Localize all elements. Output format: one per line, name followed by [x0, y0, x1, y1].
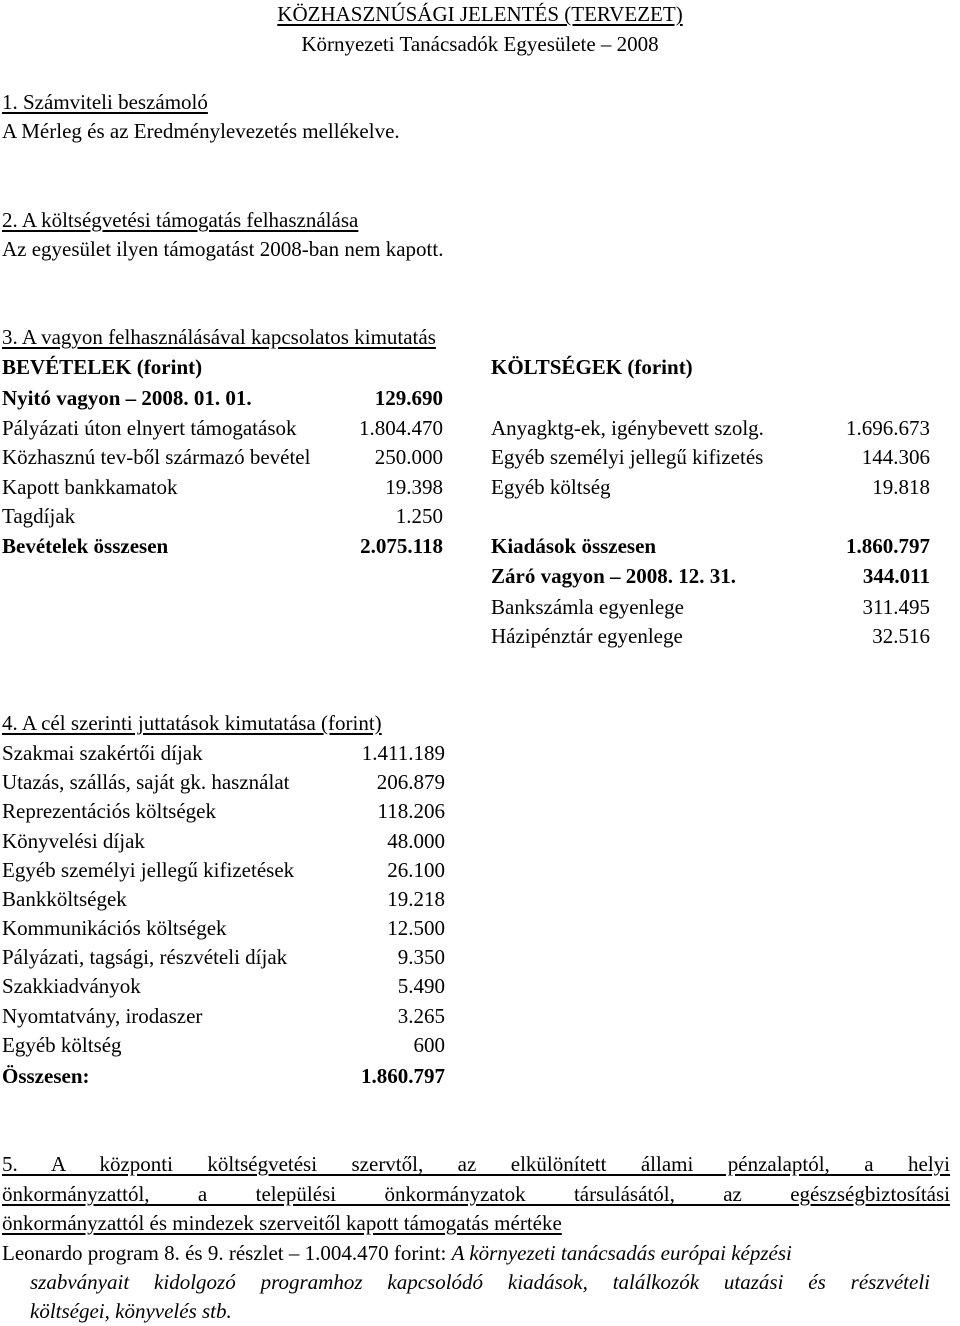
expense-row-label: Anyagktg-ek, igénybevett szolg.: [491, 416, 764, 440]
benefit-row-label: Egyéb személyi jellegű kifizetések: [2, 858, 295, 882]
benefit-row-label: Szakkiadványok: [2, 974, 141, 998]
expense-row-value: 1.696.673: [846, 416, 930, 440]
expense-header: KÖLTSÉGEK (forint): [491, 355, 693, 379]
section2-text: Az egyesület ilyen támogatást 2008-ban nem kapott.: [2, 237, 444, 261]
income-row-label: Közhasznú tev-ből származó bevétel: [2, 445, 311, 469]
program-text: Leonardo program 8. és 9. részlet – 1.004.470 forint:: [2, 1241, 452, 1265]
section4-heading: 4. A cél szerinti juttatások kimutatása (forint): [2, 711, 382, 735]
program-description-line2: szabványait kidolgozó programhoz kapcsolódó kiadások, találkozók utazási és részvételi: [30, 1270, 930, 1294]
benefit-row-value: 206.879: [376, 770, 445, 794]
benefit-row-label: Kommunikációs költségek: [2, 916, 227, 940]
section1-heading: 1. Számviteli beszámoló: [2, 90, 208, 114]
income-total-label: Bevételek összesen: [2, 534, 169, 558]
benefit-row-label: Szakmai szakértői díjak: [2, 741, 203, 765]
benefit-row-value: 1.411.189: [361, 741, 445, 765]
income-header: BEVÉTELEK (forint): [2, 355, 203, 379]
income-row-label: Kapott bankkamatok: [2, 475, 178, 499]
balance-row-value: 311.495: [862, 595, 930, 619]
income-row-value: 1.250: [395, 504, 443, 528]
program-description: A környezeti tanácsadás európai képzési: [451, 1241, 792, 1265]
benefit-row-label: Bankköltségek: [2, 887, 127, 911]
opening-balance-label: Nyitó vagyon – 2008. 01. 01.: [2, 386, 252, 410]
section2-heading: 2. A költségvetési támogatás felhasználása: [2, 208, 359, 232]
expense-total-label: Kiadások összesen: [491, 534, 657, 558]
section3-heading: 3. A vagyon felhasználásával kapcsolatos kimutatás: [2, 325, 436, 349]
expense-row-value: 19.818: [872, 475, 930, 499]
section5-heading-line1: 5. A központi költségvetési szervtől, az elkülönített állami pénzalaptól, a helyi: [2, 1152, 950, 1176]
program-description-line3: költségei, könyvelés stb.: [30, 1299, 232, 1323]
expense-total-value: 1.860.797: [846, 534, 930, 558]
balance-row-label: Bankszámla egyenlege: [491, 595, 684, 619]
income-row-value: 1.804.470: [359, 416, 443, 440]
income-row-label: Tagdíjak: [2, 504, 76, 528]
section5-heading-line2: önkormányzattól, a települési önkormányzatok társulásától, az egészségbiztosítási: [2, 1182, 950, 1206]
benefit-row-label: Nyomtatvány, irodaszer: [2, 1004, 203, 1028]
benefit-total-label: Összesen:: [2, 1064, 90, 1088]
benefit-row-value: 5.490: [397, 974, 445, 998]
income-row-value: 250.000: [374, 445, 443, 469]
expense-row-value: 144.306: [861, 445, 930, 469]
benefit-total-value: 1.860.797: [361, 1064, 445, 1088]
benefit-row-label: Reprezentációs költségek: [2, 799, 216, 823]
document-title: KÖZHASZNÚSÁGI JELENTÉS (TERVEZET): [277, 2, 683, 26]
benefit-row-label: Könyvelési díjak: [2, 829, 145, 853]
section1-text: A Mérleg és az Eredménylevezetés mellékelve.: [2, 119, 400, 143]
benefit-row-value: 3.265: [397, 1004, 445, 1028]
benefit-row-label: Pályázati, tagsági, részvételi díjak: [2, 945, 288, 969]
benefit-row-value: 48.000: [387, 829, 445, 853]
benefit-row-value: 26.100: [387, 858, 445, 882]
income-total-value: 2.075.118: [360, 534, 443, 558]
benefit-row-value: 12.500: [387, 916, 445, 940]
balance-row-label: Házipénztár egyenlege: [491, 624, 683, 648]
benefit-row-value: 600: [413, 1033, 445, 1057]
closing-balance-value: 344.011: [862, 564, 930, 588]
balance-row-value: 32.516: [872, 624, 930, 648]
income-row-value: 19.398: [385, 475, 443, 499]
benefit-row-value: 118.206: [377, 799, 445, 823]
document-subtitle: Környezeti Tanácsadók Egyesülete – 2008: [301, 32, 659, 56]
benefit-row-label: Egyéb költség: [2, 1033, 122, 1057]
benefit-row-value: 9.350: [397, 945, 445, 969]
expense-row-label: Egyéb költség: [491, 475, 611, 499]
income-row-label: Pályázati úton elnyert támogatások: [2, 416, 297, 440]
section5-heading-line3: önkormányzattól és mindezek szerveitől kapott támogatás mértéke: [2, 1211, 562, 1235]
benefit-row-label: Utazás, szállás, saját gk. használat: [2, 770, 290, 794]
expense-row-label: Egyéb személyi jellegű kifizetés: [491, 445, 764, 469]
closing-balance-label: Záró vagyon – 2008. 12. 31.: [491, 564, 737, 588]
opening-balance-value: 129.690: [374, 386, 443, 410]
program-line: [2, 1239, 792, 1268]
benefit-row-value: 19.218: [387, 887, 445, 911]
